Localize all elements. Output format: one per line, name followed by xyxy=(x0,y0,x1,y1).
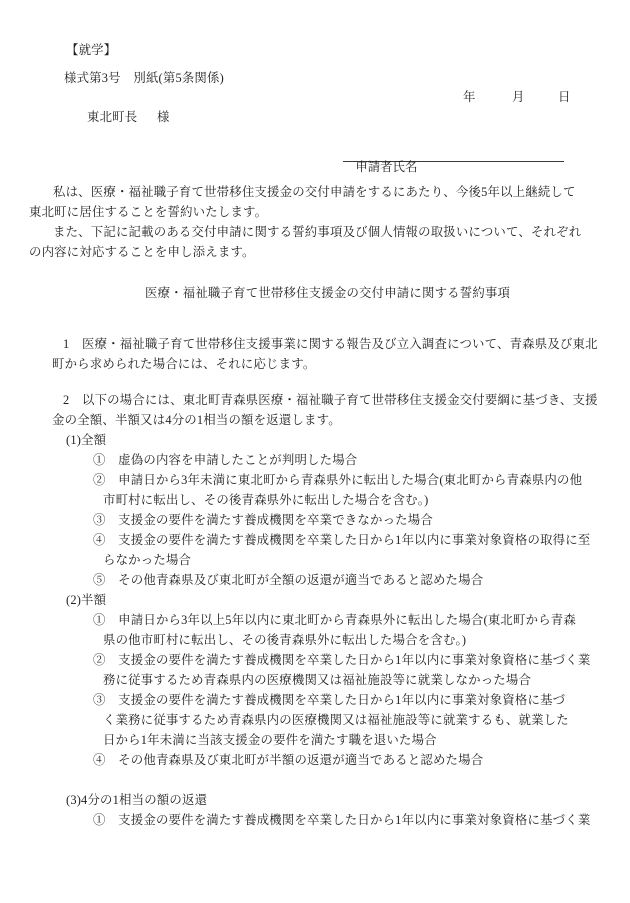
full-refund-clause: 市町村に転出し、その後青森県外に転出した場合を含む。) xyxy=(103,493,429,507)
half-refund-clause: ① 申請日から3年以上5年以内に東北町から青森県外に転出した場合(東北町から青森 xyxy=(93,613,576,627)
half-refund-clause: 県の他市町村に転出し、その後青森県外に転出した場合を含む。) xyxy=(103,633,467,647)
intro-line: の内容に対応することを申し添えます。 xyxy=(29,245,255,259)
full-refund-label: (1)全額 xyxy=(66,433,107,447)
category-tag: 【就学】 xyxy=(66,43,117,57)
intro-line: 私は、医療・福祉職子育て世帯移住支援金の交付申請をするにあたり、今後5年以上継続して xyxy=(53,185,576,199)
pledge-item-1-line: 1 医療・福祉職子育て世帯移住支援事業に関する報告及び立入調査について、青森県及び東北 xyxy=(63,337,598,351)
half-refund-clause: ③ 支援金の要件を満たす養成機関を卒業した日から1年以内に事業対象資格に基づ xyxy=(93,693,566,707)
half-refund-clause: 日から1年未満に当該支援金の要件を満たす職を退いた場合 xyxy=(103,733,437,747)
half-refund-clause: ④ その他青森県及び東北町が半額の返還が適当であると認めた場合 xyxy=(93,753,484,767)
full-refund-clause: ⑤ その他青森県及び東北町が全額の返還が適当であると認めた場合 xyxy=(93,573,484,587)
half-refund-label: (2)半額 xyxy=(66,593,107,607)
full-refund-clause: ① 虚偽の内容を申請したことが判明した場合 xyxy=(93,453,358,467)
date-month-label: 月 xyxy=(512,90,525,104)
pledge-heading: 医療・福祉職子育て世帯移住支援金の交付申請に関する誓約事項 xyxy=(145,286,511,300)
addressee: 東北町長 xyxy=(87,110,138,124)
full-refund-clause: らなかった場合 xyxy=(103,553,192,567)
full-refund-clause: ② 申請日から3年未満に東北町から青森県外に転出した場合(東北町から青森県内の他 xyxy=(93,473,583,487)
date-year-label: 年 xyxy=(463,90,476,104)
half-refund-clause: ② 支援金の要件を満たす養成機関を卒業した日から1年以内に事業対象資格に基づく業 xyxy=(93,653,591,667)
pledge-item-2-line: 2 以下の場合には、東北町青森県医療・福祉職子育て世帯移住支援金交付要綱に基づき、支援 xyxy=(63,393,598,407)
full-refund-clause: ④ 支援金の要件を満たす養成機関を卒業した日から1年以内に事業対象資格の取得に至 xyxy=(93,533,591,547)
form-number: 様式第3号 別紙(第5条関係) xyxy=(64,71,224,85)
quarter-refund-label: (3)4分の1相当の額の返還 xyxy=(66,793,208,807)
applicant-name-label: 申請者氏名 xyxy=(355,160,418,174)
full-refund-clause: ③ 支援金の要件を満たす養成機関を卒業できなかった場合 xyxy=(93,513,433,527)
applicant-name-field xyxy=(343,146,564,174)
quarter-refund-clause: ① 支援金の要件を満たす養成機関を卒業した日から1年以内に事業対象資格に基づく業 xyxy=(93,813,591,827)
pledge-item-1-line: 町から求められた場合には、それに応じます。 xyxy=(52,357,316,371)
intro-line: また、下記に記載のある交付申請に関する誓約事項及び個人情報の取扱いについて、それぞれ xyxy=(53,225,582,239)
date-day-label: 日 xyxy=(558,90,571,104)
addressee-honorific: 様 xyxy=(157,110,170,124)
half-refund-clause: く業務に従事するため青森県内の医療機関又は福祉施設等に就業するも、就業した xyxy=(103,713,569,727)
half-refund-clause: 務に従事するため青森県内の医療機関又は福祉施設等に就業しなかった場合 xyxy=(103,673,532,687)
pledge-item-2-line: 金の全額、半額又は4分の1相当の額を返還します。 xyxy=(52,413,341,427)
intro-line: 東北町に居住することを誓約いたします。 xyxy=(29,205,268,219)
